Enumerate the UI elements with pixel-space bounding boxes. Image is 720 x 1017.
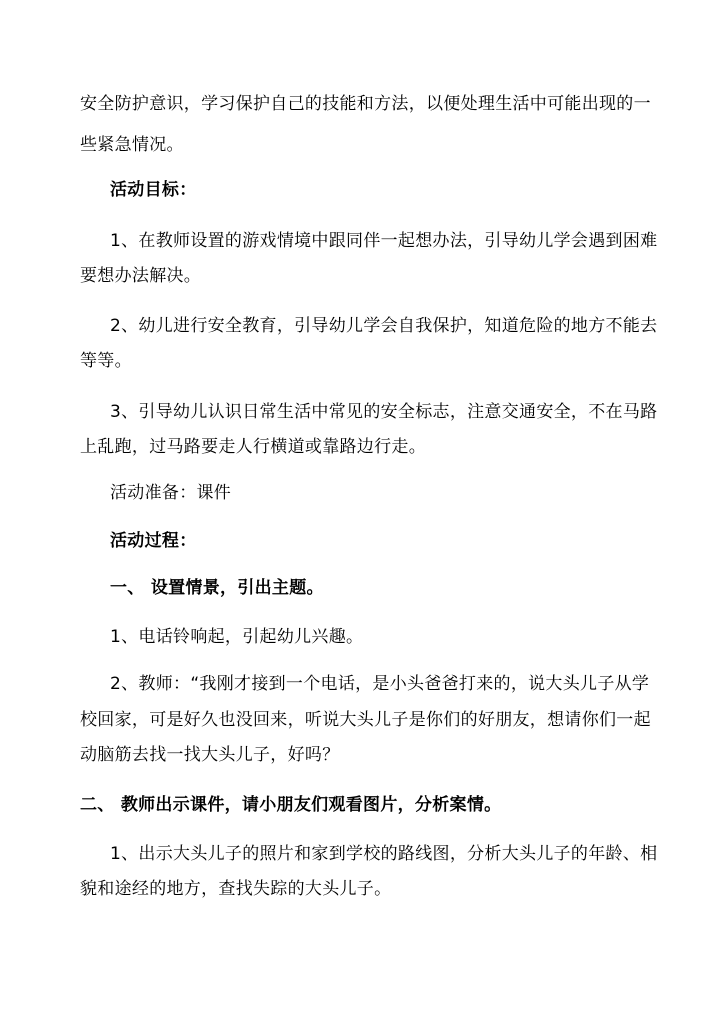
paragraph-line: 安全防护意识，学习保护自己的技能和方法，以便处理生活中可能出现的一 — [80, 94, 651, 114]
paragraph-line: 动脑筋去找一找大头儿子，好吗？ — [80, 745, 340, 765]
paragraph-line: 2、教师：“我刚才接到一个电话，是小头爸爸打来的，说大头儿子从学 — [110, 674, 650, 694]
paragraph-line: 3、引导幼儿认识日常生活中常见的安全标志，注意交通安全，不在马路 — [110, 402, 658, 422]
paragraph-line: 要想办法解决。 — [80, 266, 202, 286]
paragraph-line: 校回家，可是好久也没回来，听说大头儿子是你们的好朋友，想请你们一起 — [80, 710, 651, 730]
section-heading-objectives: 活动目标： — [110, 180, 197, 200]
paragraph-line: 2、幼儿进行安全教育，引导幼儿学会自我保护，知道危险的地方不能去 — [110, 316, 658, 336]
paragraph-line: 1、在教师设置的游戏情境中跟同伴一起想办法，引导幼儿学会遇到困难 — [110, 231, 658, 251]
preparation-line: 活动准备：课件 — [110, 483, 232, 503]
section-heading-process: 活动过程： — [110, 531, 197, 551]
step-heading-two: 二、 教师出示课件，请小朋友们观看图片，分析案情。 — [80, 795, 502, 815]
step-heading-one: 一、 设置情景，引出主题。 — [110, 578, 324, 598]
paragraph-line: 等等。 — [80, 351, 132, 371]
paragraph-line: 上乱跑，过马路要走人行横道或靠路边行走。 — [80, 437, 426, 457]
paragraph-line: 1、出示大头儿子的照片和家到学校的路线图，分析大头儿子的年龄、相 — [110, 844, 658, 864]
paragraph-line: 貌和途经的地方，查找失踪的大头儿子。 — [80, 879, 392, 899]
paragraph-line: 些紧急情况。 — [80, 135, 184, 155]
paragraph-line: 1、电话铃响起，引起幼儿兴趣。 — [110, 627, 364, 647]
